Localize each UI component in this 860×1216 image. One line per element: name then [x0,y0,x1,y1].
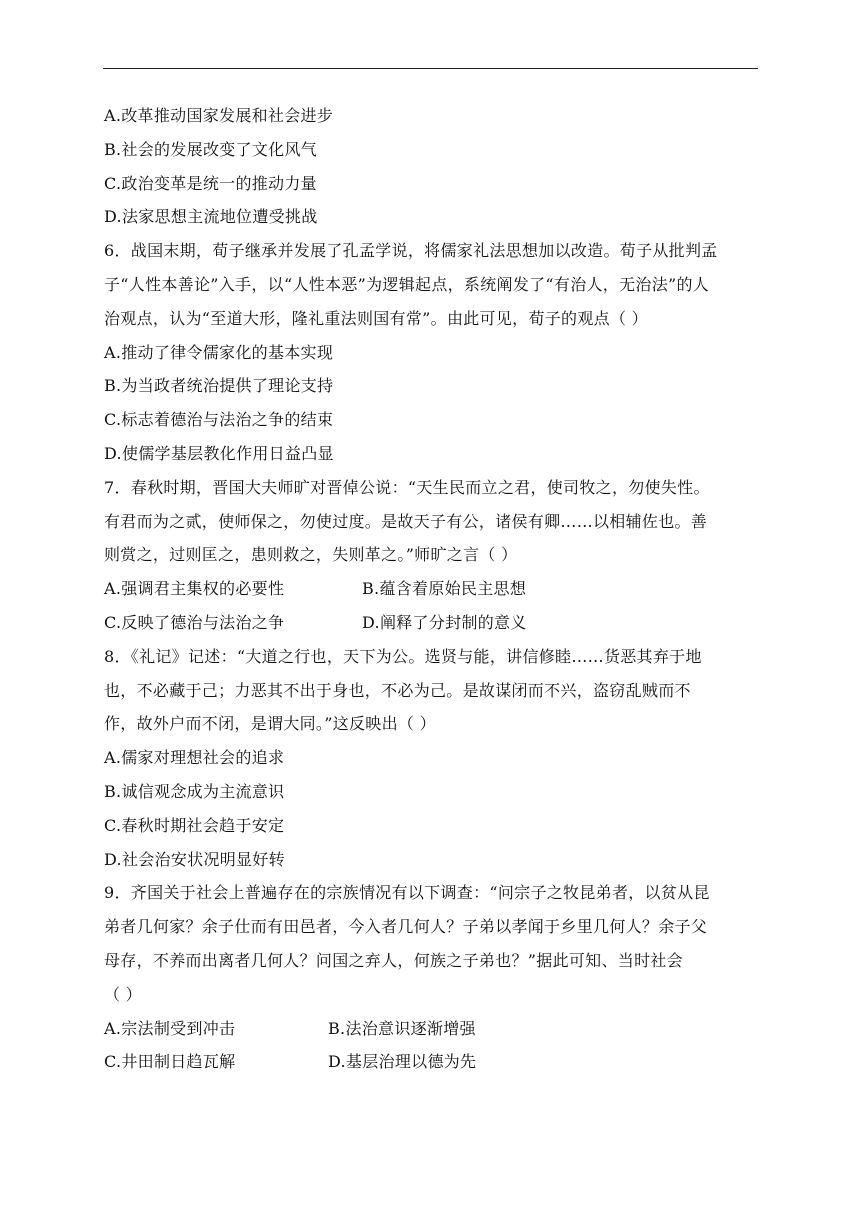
question-stem-line: 也，不必藏于己；力恶其不出于身也，不必为己。是故谋闭而不兴，盗窃乱贼而不 [104,680,691,700]
document-body [104,99,760,1079]
option-b: B.社会的发展改变了文化风气 [104,139,318,159]
question-6 [104,234,760,471]
option-row [104,1012,760,1046]
option-a: A.儒家对理想社会的追求 [104,748,285,768]
question-stem-line: 弟者几何家？余子仕而有田邑者，今入者几何人？子弟以孝闻于乡里几何人？余子父 [104,917,708,937]
question-stem-line: 作，故外户而不闭，是谓大同。”这反映出（ ） [104,714,436,734]
question-stem-line: 母存，不养而出离者几何人？问国之弃人，何族之子弟也？”据此可知、当时社会 [104,950,683,970]
option-d: D.使儒学基层教化作用日益凸显 [104,443,334,463]
question-5-options [104,99,760,234]
option-a: A.推动了律令儒家化的基本实现 [104,342,334,362]
option-d: D.社会治安状况明显好转 [104,849,285,869]
option-row [104,606,760,640]
question-stem-line: 有君而为之贰，使师保之，勿使过度。是故天子有公，诸侯有卿……以相辅佐也。善 [104,511,708,531]
option-c: C.春秋时期社会趋于安定 [104,815,285,835]
option-d: D.基层治理以德为先 [328,1052,477,1072]
header-rule [103,68,758,69]
option-a: A.宗法制受到冲击 [104,1018,236,1038]
question-stem-line: 6．战国末期，荀子继承并发展了孔孟学说，将儒家礼法思想加以改造。荀子从批判孟 [104,241,718,261]
question-7 [104,471,760,640]
option-row [104,1045,760,1079]
option-c: C.政治变革是统一的推动力量 [104,173,317,193]
question-stem-line: 子“人性本善论”入手，以“人性本恶”为逻辑起点，系统阐发了“有治人，无治法”的人 [104,274,710,294]
option-c: C.反映了德治与法治之争 [104,612,285,632]
question-stem-line: 治观点，认为“至道大形，隆礼重法则国有常”。由此可见，荀子的观点（ ） [104,308,648,328]
question-stem-line: 则赏之，过则匡之，患则救之，失则革之。”师旷之言（ ） [104,545,518,565]
question-9 [104,876,760,1079]
option-d: D.阐释了分封制的意义 [362,612,527,632]
option-b: B.法治意识逐渐增强 [328,1018,476,1038]
option-b: B.诚信观念成为主流意识 [104,781,285,801]
question-stem-line: （ ） [104,984,142,1004]
option-c: C.井田制日趋瓦解 [104,1052,236,1072]
option-b: B.为当政者统治提供了理论支持 [104,376,334,396]
option-c: C.标志着德治与法治之争的结束 [104,410,334,430]
option-row [104,572,760,606]
option-b: B.蕴含着原始民主思想 [362,579,527,599]
option-a: A.强调君主集权的必要性 [104,579,285,599]
question-stem-line: 9．齐国关于社会上普遍存在的宗族情况有以下调查：“问宗子之牧昆弟者，以贫从昆 [104,883,710,903]
option-d: D.法家思想主流地位遭受挑战 [104,207,318,227]
question-stem-line: 8．《礼记》记述：“大道之行也，天下为公。选贤与能，讲信修睦……货恶其弃于地 [104,646,702,666]
question-8 [104,640,760,877]
option-a: A.改革推动国家发展和社会进步 [104,106,334,125]
question-stem-line: 7．春秋时期，晋国大夫师旷对晋倬公说：“天生民而立之君，使司牧之，勿使失性。 [104,477,710,497]
